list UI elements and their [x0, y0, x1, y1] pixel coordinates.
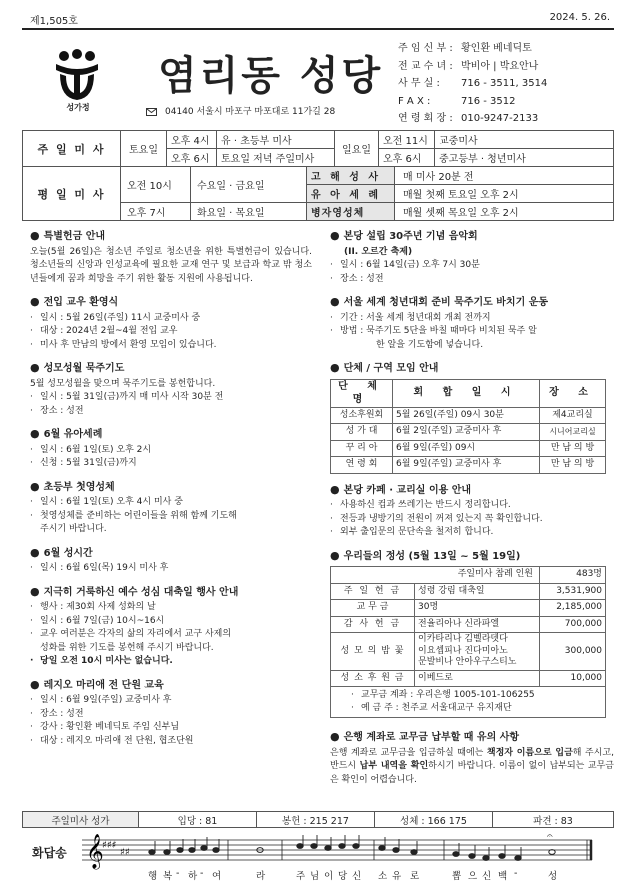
table-cell: 만 남 의 방 [540, 440, 606, 457]
table-header: 단 체 명 [331, 379, 393, 407]
weekday-mass-label: 평 일 미 사 [23, 167, 121, 221]
table-row [331, 440, 606, 457]
lyric-syllable: 으 [468, 871, 478, 882]
responsorial-psalm-score [22, 830, 614, 886]
list-item: · 일시 : 6월 6일(목) 19시 미사 후 [30, 562, 312, 576]
note-head [515, 856, 521, 861]
offering-label: 주 일 헌 금 [331, 583, 415, 600]
offering-label: 감 사 헌 금 [331, 616, 415, 633]
lyric-syllable: - [176, 868, 180, 879]
staff-value: 716 - 3512 [461, 95, 516, 107]
lyric-syllable: 백 [498, 871, 508, 882]
lyric-syllable: 로 [410, 871, 420, 882]
section-title: ● 6월 성시간 [30, 545, 93, 559]
offering-amount: 300,000 [540, 633, 606, 671]
table-row [331, 600, 606, 617]
envelope-icon [146, 108, 157, 116]
list-item-bold: · 당일 오전 10시 미사는 없습니다. [30, 655, 312, 669]
table-cell: 6월 9일(주일) 09시 [393, 440, 540, 457]
list-item-continued: 한 알을 기도함에 넣습니다. [376, 339, 484, 350]
header-rule [22, 28, 614, 30]
staff-row [398, 58, 547, 76]
sacrament-desc: 매월 셋째 목요일 오후 2시 [395, 203, 614, 221]
note-head [353, 844, 359, 849]
note-head [483, 856, 489, 861]
hymn-cell: 성체 : 166 175 [375, 812, 493, 828]
note-head [499, 854, 505, 859]
lyric-syllable: 유 [392, 871, 402, 882]
table-row [331, 583, 606, 600]
account-line: · 교무금 계좌 : 우리은행 1005-101-106255 [351, 689, 605, 702]
staff-list [398, 40, 547, 128]
lyric-syllable: 행 [148, 871, 158, 882]
account-line: · 예 금 주 : 천주교 서울대교구 유지재단 [351, 702, 605, 715]
treble-clef-icon: 𝄞 [86, 834, 104, 869]
staff-value: 황인환 베네딕토 [461, 43, 532, 54]
hymn-cell: 주일미사 성가 [23, 812, 139, 828]
offering-label: 성 소 후 원 금 [331, 670, 415, 687]
bullet-icon: ● [30, 361, 40, 374]
list-item: · 대상 : 2024년 2월~4월 전입 교우 [30, 325, 312, 339]
right-column [330, 229, 614, 787]
lyric-syllable: 뽑 [452, 871, 462, 882]
bullet-icon: ● [330, 730, 340, 743]
list-item: · 외부 출입문의 문단속을 철저히 합니다. [330, 526, 614, 540]
table-header: 장 소 [540, 379, 606, 407]
mass-desc: 토요일 저녁 주일미사 [217, 149, 335, 167]
staff-row [398, 40, 547, 58]
list-item: · 장소 : 성전 [30, 405, 312, 419]
issue-number: 제1,505호 [30, 16, 78, 27]
list-item: · 대상 : 레지오 마리애 전 단원, 협조단원 [30, 735, 312, 749]
key-signature-icon: ♯♯♯ [102, 840, 117, 851]
left-column [30, 229, 312, 748]
bullet-icon: ● [30, 229, 40, 242]
offering-desc: 30명 [415, 600, 540, 617]
weekday-time: 오전 10시 [121, 167, 191, 203]
lyric-syllable: 이 [324, 871, 334, 882]
lyric-syllable: 성 [548, 871, 558, 882]
music-notes [82, 830, 614, 870]
lyric-syllable: - [514, 868, 518, 879]
section-title: ● 특별헌금 안내 [30, 229, 106, 242]
offering-amount: 700,000 [540, 616, 606, 633]
bullet-icon: ● [330, 229, 340, 242]
mass-desc: 유 · 초등부 미사 [217, 131, 335, 149]
note-head [411, 850, 417, 855]
staff-label: 주 임 신 부 : [398, 43, 453, 54]
list-item: · 미사 후 만남의 방에서 환영 모임이 있습니다. [30, 339, 312, 353]
note-head [297, 844, 303, 849]
lyric-syllable: 복 [163, 871, 173, 882]
note-head [379, 846, 385, 851]
list-item: · 장소 : 성전 [30, 708, 312, 722]
note-head [469, 854, 475, 859]
lyric-syllable: 소 [378, 871, 388, 882]
bullet-icon: ● [330, 295, 340, 308]
mass-desc: 중고등부 · 청년미사 [435, 149, 614, 167]
table-row [331, 616, 606, 633]
list-item: · 강사 : 황인환 베네딕토 주임 신부님 [30, 721, 312, 735]
staff-label: 전 교 수 녀 : [398, 60, 453, 72]
note-head [311, 844, 317, 849]
mass-time: 오후 6시 [379, 149, 435, 167]
note-head [177, 848, 183, 853]
note-head [189, 848, 195, 853]
section-title: ● 단체 / 구역 모임 안내 [330, 361, 439, 374]
note-head [164, 850, 170, 855]
section-title: ● 서울 세계 청년대회 준비 묵주기도 바치기 운동 [330, 295, 549, 308]
offering-label: 성 모 의 밤 꽃 [331, 633, 415, 671]
key-signature-icon: ♯♯ [120, 847, 130, 858]
note-head [149, 850, 155, 855]
attendance-label: 주일미사 참례 인원 [331, 567, 540, 584]
section-body: 은행 계좌로 교무금을 입금하실 때에는 책정자 이름으로 입금해 주시고, 반드시 납부 내역을 확인하시기 바랍니다. 이름이 없이 납부되는 교무금은 확인이 어렵습니다. [330, 747, 614, 785]
issue-date: 2024. 5. 26. [549, 12, 610, 23]
staff-label: 사 무 실 : [398, 78, 440, 89]
note-head [339, 844, 345, 849]
mass-schedule-table [22, 130, 614, 167]
bullet-icon: ● [330, 548, 340, 562]
response-label: 화답송 [32, 846, 67, 860]
lyrics-line [22, 868, 614, 882]
list-item: · 신청 : 5월 31일(금)까지 [30, 457, 312, 471]
account-info [331, 687, 606, 718]
address-text: 04140 서울시 마포구 마포대로 11가길 28 [165, 107, 336, 117]
section-subtitle: (II. 오르간 축제) [344, 246, 413, 257]
note-head [213, 848, 219, 853]
table-row [331, 670, 606, 687]
list-item: · 방법 : 묵주기도 5단을 바칠 때마다 비치된 묵주 알 [330, 325, 614, 339]
lyric-syllable: 신 [352, 871, 362, 882]
staff-row [398, 110, 547, 128]
hymn-cell: 봉헌 : 215 217 [257, 812, 375, 828]
sacrament-desc: 매월 첫째 토요일 오후 2시 [395, 185, 614, 203]
section-title: ● 6월 유아세례 [30, 427, 103, 440]
lyric-syllable: 당 [338, 871, 348, 882]
note-head [453, 852, 459, 857]
list-item: · 장소 : 성전 [330, 273, 614, 287]
section-title: ● 성모성월 묵주기도 [30, 361, 125, 374]
section-body: 5월 성모성월을 맞으며 묵주기도를 봉헌합니다. [30, 378, 216, 389]
table-row [331, 633, 606, 671]
hymn-numbers-bar [22, 811, 614, 828]
section-title: ● 본당 설립 30주년 기념 음악회 [330, 229, 478, 242]
sunday-label: 일요일 [335, 131, 379, 167]
section-body: 오늘(5월 26일)은 청소년 주일로 청소년을 위한 특별헌금이 있습니다. 청소년들의 신앙과 인성교육에 필요한 교재 연구 및 보급과 학교 밖 청소년들에게 꿈과 희망을 주기 위한 활동 지원에 사용됩니다. [30, 246, 312, 284]
mass-desc: 교중미사 [435, 131, 614, 149]
table-cell: 연 령 회 [331, 457, 393, 474]
note-head [325, 846, 331, 851]
sacrament-desc: 매 미사 20분 전 [395, 167, 614, 185]
bullet-icon: ● [330, 482, 340, 496]
list-item-continued: 주시기 바랍니다. [40, 524, 107, 534]
bullet-icon: ● [30, 479, 40, 493]
list-item: · 첫영성체를 준비하는 어린이들을 위해 함께 기도해 [30, 510, 312, 524]
section-title: ● 전입 교우 환영식 [30, 295, 119, 308]
list-item: · 기간 : 서울 세계 청년대회 개최 전까지 [330, 312, 614, 326]
list-item: · 일시 : 6월 14일(금) 오후 7시 30분 [330, 259, 614, 273]
table-row [331, 407, 606, 424]
lyric-syllable: 여 [212, 871, 222, 882]
table-cell: 꾸 리 아 [331, 440, 393, 457]
logo-label: 성가정 [66, 103, 90, 112]
table-row [331, 457, 606, 474]
sunday-mass-label: 주 일 미 사 [23, 131, 121, 167]
staff-label: 연 령 회 장 : [398, 113, 453, 124]
offering-amount: 3,531,900 [540, 583, 606, 600]
staff-value: 박비아 | 박요안나 [461, 60, 539, 72]
group-meeting-table [330, 379, 606, 474]
mass-time: 오전 11시 [379, 131, 435, 149]
weekday-days: 화요일 · 목요일 [191, 203, 307, 221]
table-cell: 만 남 의 방 [540, 457, 606, 474]
section-title: ● 은행 계좌로 교무금 납부할 때 유의 사항 [330, 730, 520, 743]
lyric-syllable: - [200, 868, 204, 879]
sacrament-name: 유 아 세 례 [307, 185, 395, 203]
staff-label: F A X : [398, 95, 431, 107]
holy-family-logo [52, 48, 102, 104]
staff-value: 010-9247-2133 [461, 113, 539, 124]
table-cell: 6월 9일(주일) 교중미사 후 [393, 457, 540, 474]
fermata-icon: 𝄐 [547, 831, 553, 842]
lyric-syllable: 주 [296, 871, 306, 882]
staff-row [398, 93, 547, 111]
table-cell: 5월 26일(주일) 09시 30분 [393, 407, 540, 424]
bullet-icon: ● [30, 545, 40, 559]
hymn-cell: 입당 : 81 [139, 812, 257, 828]
offering-desc: 이베드로 [415, 670, 540, 687]
note-head [549, 850, 555, 855]
lyric-syllable: 신 [482, 871, 492, 882]
note-head [393, 848, 399, 853]
mass-time: 오후 4시 [167, 131, 217, 149]
table-cell: 시니어교리실 [540, 424, 606, 441]
table-header: 회 합 일 시 [393, 379, 540, 407]
section-title: ● 지극히 거룩하신 예수 성심 대축일 행사 안내 [30, 584, 239, 598]
parish-title: 염리동 성당 [158, 52, 384, 99]
table-cell: 제4교리실 [540, 407, 606, 424]
sacrament-name: 병자영성체 [307, 203, 395, 221]
staff-value: 716 - 3511, 3514 [461, 78, 548, 89]
list-item: · 교우 여러분은 각자의 삶의 자리에서 교구 사제의 [30, 628, 312, 642]
bullet-icon: ● [30, 584, 40, 598]
list-item: · 행사 : 제30회 사제 성화의 날 [30, 601, 312, 615]
bullet-icon: ● [330, 361, 340, 374]
bullet-icon: ● [30, 295, 40, 308]
table-cell: 6월 2일(주일) 교중미사 후 [393, 424, 540, 441]
list-item: · 일시 : 6월 9일(주일) 교중미사 후 [30, 694, 312, 708]
offering-table [330, 566, 606, 718]
bullet-icon: ● [30, 677, 40, 691]
table-cell: 성 가 대 [331, 424, 393, 441]
lyric-syllable: 하 [188, 871, 198, 882]
offering-desc: 이카타리나 김벨라뎃다 이요셉피나 진다미아노 문발비나 안아우구스티노 [415, 633, 540, 671]
staff-row [398, 75, 547, 93]
lyric-syllable: 님 [310, 871, 320, 882]
mass-time: 오후 6시 [167, 149, 217, 167]
hymn-cell: 파견 : 83 [493, 812, 614, 828]
note-head [201, 846, 207, 851]
offering-desc: 전율리아나 신라파엘 [415, 616, 540, 633]
address [146, 104, 335, 117]
list-item: · 일시 : 5월 31일(금)까지 매 미사 시작 30분 전 [30, 391, 312, 405]
table-cell: 성소후원회 [331, 407, 393, 424]
list-item: · 전등과 냉방기의 전원이 꺼져 있는지 꼭 확인합니다. [330, 513, 614, 527]
saturday-label: 토요일 [121, 131, 167, 167]
offering-amount: 2,185,000 [540, 600, 606, 617]
section-title: ● 레지오 마리애 전 단원 교육 [30, 677, 164, 691]
list-item: · 일시 : 6월 1일(토) 오후 4시 미사 중 [30, 496, 312, 510]
list-item: · 일시 : 5월 26일(주일) 11시 교중미사 중 [30, 312, 312, 326]
note-head [257, 848, 263, 853]
section-title: ● 초등부 첫영성체 [30, 479, 115, 493]
section-title: ● 우리들의 정성 (5월 13일 ~ 5월 19일) [330, 548, 521, 562]
table-row [331, 424, 606, 441]
list-item: · 일시 : 6월 7일(금) 10시~16시 [30, 615, 312, 629]
list-item-continued: 성화를 위한 기도를 봉헌해 주시기 바랍니다. [40, 642, 214, 653]
bullet-icon: ● [30, 427, 40, 440]
weekday-mass-table [22, 166, 614, 221]
sacrament-name: 고 해 성 사 [307, 167, 395, 185]
weekday-time: 오후 7시 [121, 203, 191, 221]
lyric-syllable: 라 [256, 871, 266, 882]
section-title: ● 본당 카페 · 교리실 이용 안내 [330, 482, 472, 496]
list-item: · 일시 : 6월 1일(토) 오후 2시 [30, 444, 312, 458]
attendance-value: 483명 [540, 567, 606, 584]
offering-desc: 성령 강림 대축일 [415, 583, 540, 600]
offering-amount: 10,000 [540, 670, 606, 687]
offering-label: 교 무 금 [331, 600, 415, 617]
weekday-days: 수요일 · 금요일 [191, 167, 307, 203]
list-item: · 사용하신 컵과 쓰레기는 반드시 정리합니다. [330, 499, 614, 513]
